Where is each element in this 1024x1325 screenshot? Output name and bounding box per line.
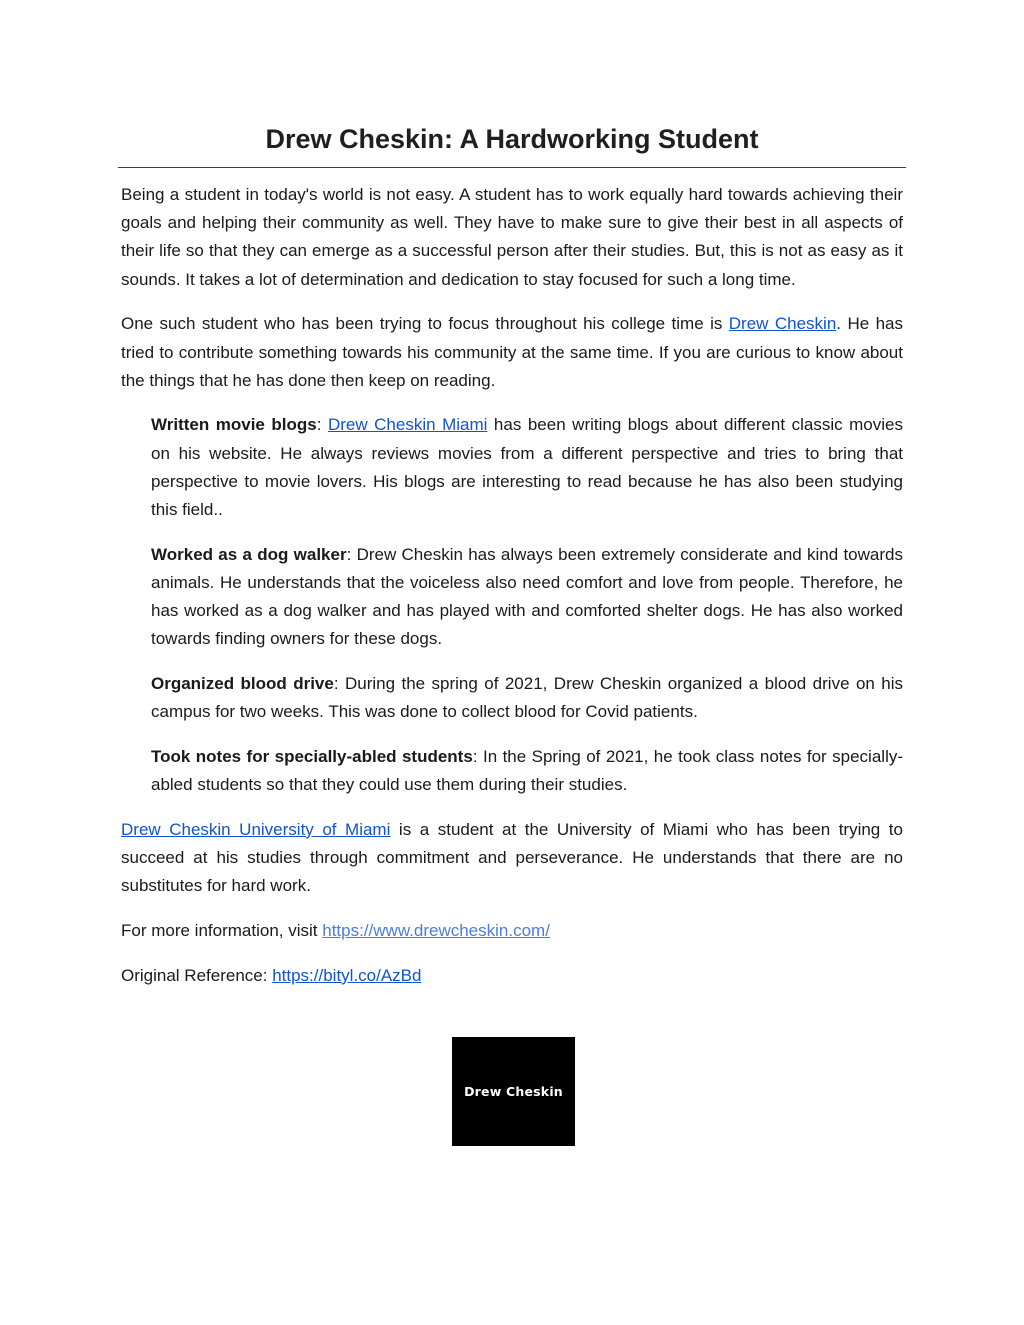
more-info-label: For more information, visit [121,920,323,940]
university-paragraph [121,816,903,901]
document-body [121,181,903,1006]
drew-cheskin-link[interactable]: Drew Cheskin [728,314,837,334]
title-block [118,120,906,168]
university-paragraph-text: is a student at the University of Miami who has been trying to succeed at his studies through commitment and perseverance. He understands that there are no substitutes for hard work. [121,819,903,896]
logo-text: Drew Cheskin [464,1084,563,1099]
dog-walker-heading: Worked as a dog walker [151,544,347,564]
intro-paragraph: Being a student in today's world is not easy. A student has to work equally hard towards achieving their goals and helping their community as well. They have to make sure to give their best in all aspects of their life so that they can emerge as a successful person after their studies. But, this is not as easy as it sounds. It takes a lot of determination and dedication to stay focused for such a long time. [121,185,903,289]
class-notes-text: : In the Spring of 2021, he took class notes for specially-abled students so that they could use them during their studies. [151,746,904,795]
more-info-line [121,917,903,945]
student-paragraph-text-before: One such student who has been trying to focus throughout his college time is [121,314,729,334]
drew-cheskin-miami-link[interactable]: Drew Cheskin Miami [327,415,488,435]
reference-line [121,962,903,990]
university-of-miami-link[interactable]: Drew Cheskin University of Miami [121,819,391,839]
dog-walker-item [151,541,903,654]
page-title: Drew Cheskin: A Hardworking Student [265,124,759,154]
movie-blogs-heading: Written movie blogs [151,415,317,435]
student-paragraph [121,310,903,395]
reference-label: Original Reference: [121,965,273,985]
blood-drive-text: : During the spring of 2021, Drew Cheskin organized a blood drive on his campus for two weeks. This was done to collect blood for Covid patients. [151,674,903,722]
website-link[interactable]: https://www.drewcheskin.com/ [322,920,550,940]
student-paragraph-text-after: . He has tried to contribute something towards his community at the same time. If you are curious to know about the things that he has done then keep on reading. [121,314,904,390]
blood-drive-item [151,670,903,726]
reference-link[interactable]: https://bityl.co/AzBd [272,965,422,985]
dog-walker-text: : Drew Cheskin has always been extremely considerate and kind towards animals. He understands that the voiceless also need comfort and love from people. Therefore, he has worked as a dog walker and has played with and comforted shelter dogs. He has also worked towards finding owners for these dogs. [151,544,903,649]
class-notes-heading: Took notes for specially-abled students [151,746,473,766]
movie-blogs-separator: : [316,415,328,435]
blood-drive-heading: Organized blood drive [151,674,334,694]
drew-cheskin-logo [452,1037,575,1146]
movie-blogs-text: has been writing blogs about different classic movies on his website. He always reviews movies from a different perspective and tries to bring that perspective to movie lovers. His blogs are interesting to read because he has also been studying this field.. [151,415,903,520]
class-notes-item [151,743,903,799]
movie-blogs-item [151,411,903,524]
